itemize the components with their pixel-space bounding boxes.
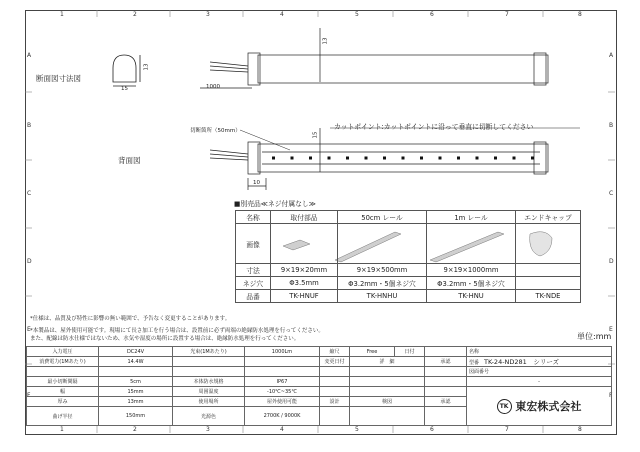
led-chip (365, 157, 368, 160)
side-view-strip (200, 28, 548, 88)
blank-cell (350, 377, 425, 387)
cell (516, 264, 581, 277)
column-number: 3 (206, 426, 210, 433)
row-label: 品番 (236, 290, 271, 303)
led-chip-row (272, 157, 534, 160)
column-number: 2 (133, 426, 137, 433)
column-number: 7 (505, 11, 509, 18)
spec-value: 15mm (99, 387, 173, 397)
header-endcap: エンドキャップ (516, 211, 581, 224)
spec-label: 入力電圧 (27, 347, 99, 357)
image-cell (338, 224, 427, 264)
spec-label: 本体防水規格 (173, 377, 245, 387)
column-number: 4 (280, 11, 284, 18)
note-1: *仕様は、品質及び特性に影響の無い範囲で、予告なく変更することがあります。 (30, 316, 231, 322)
cell: TK-HNUF (271, 290, 338, 303)
blank-cell (425, 387, 467, 397)
header-rail-50: 50cm レール (338, 211, 427, 224)
blank-cell (425, 367, 467, 377)
blank-cell (350, 387, 425, 397)
row-letter: A (609, 52, 614, 59)
spec-label: 光源色 (173, 407, 245, 426)
accessories-table (235, 210, 581, 303)
date-label: 日付 (395, 347, 425, 357)
column-number: 6 (430, 11, 434, 18)
blank-cell (320, 377, 350, 387)
approve-label: 承認 (425, 397, 467, 407)
column-number: 4 (280, 426, 284, 433)
drawing-no-value: - (467, 377, 612, 387)
column-number: 2 (133, 11, 137, 18)
cell: TK-HNHU (338, 290, 427, 303)
spec-value: 150mm (99, 407, 173, 426)
row-letter: F (609, 392, 613, 399)
led-chip (420, 157, 423, 160)
led-chip (531, 157, 534, 160)
led-chip (513, 157, 516, 160)
company-name: 東宏株式会社 (515, 399, 582, 413)
cell: 9×19×500mm (338, 264, 427, 277)
spec-value: -10℃~35℃ (245, 387, 320, 397)
spec-value: IP67 (245, 377, 320, 387)
note-2: *本製品は、屋外使用可能です。現場にて長さ加工を行う場合は、設置前に必ず両端の絶縁防水処理を行ってください。 (30, 328, 324, 334)
column-number: 3 (206, 11, 210, 18)
led-chip (383, 157, 386, 160)
name-label: 名称 (467, 347, 612, 357)
date-value (425, 347, 467, 357)
row-letter: D (27, 258, 32, 265)
dim-10: 10 (253, 180, 260, 186)
column-number: 8 (578, 426, 582, 433)
model-value: TK-24-ND281 シリーズ (484, 358, 559, 366)
dim-15: 15 (312, 131, 319, 139)
design-label: 設計 (320, 397, 350, 407)
row-letter: E (609, 326, 613, 333)
spec-value: 屋外使用可能 (245, 397, 320, 407)
column-number: 5 (355, 11, 359, 18)
column-number: 1 (60, 426, 64, 433)
blank-cell (425, 377, 467, 387)
image-cell (271, 224, 338, 264)
blank-cell (27, 367, 99, 377)
cross-section-profile (113, 55, 140, 86)
spec-value: 1000Lm (245, 347, 320, 357)
led-chip (309, 157, 312, 160)
image-cell (427, 224, 516, 264)
company-cell (467, 387, 612, 426)
back-view-label: 背面図 (118, 156, 141, 165)
led-chip (346, 157, 349, 160)
cell: Φ3.2mm・5個ネジ穴 (338, 277, 427, 290)
column-number: 6 (430, 426, 434, 433)
led-chip (476, 157, 479, 160)
company-logo: TK (497, 399, 512, 414)
blank-cell (350, 367, 425, 377)
led-chip (494, 157, 497, 160)
approval-label: 承認 (425, 357, 467, 367)
led-chip (457, 157, 460, 160)
spec-label: 光束(1Mあたり) (173, 347, 245, 357)
column-number: 1 (60, 11, 64, 18)
row-letter: C (27, 190, 32, 197)
drawing-no-label: 図面番号 (467, 367, 612, 377)
dim-length: 1000 (206, 84, 220, 90)
led-chip (272, 157, 275, 160)
cell (516, 277, 581, 290)
row-letter: D (609, 258, 614, 265)
dim-width: 15 (121, 86, 128, 92)
spec-value (245, 357, 320, 367)
change-date-label: 変更日付 (320, 357, 350, 367)
row-letter: A (27, 52, 32, 59)
model-cell (467, 357, 612, 367)
cell: 9×19×1000mm (427, 264, 516, 277)
dim-height: 13 (143, 63, 150, 71)
signature-cell (350, 407, 425, 426)
spec-label: 厚み (27, 397, 99, 407)
cell: Φ3.2mm・5個ネジ穴 (427, 277, 516, 290)
row-letter: C (609, 190, 614, 197)
led-chip (439, 157, 442, 160)
spec-label: 幅 (27, 387, 99, 397)
title-block (26, 346, 612, 426)
led-chip (291, 157, 294, 160)
spec-value: 13mm (99, 397, 173, 407)
top-dim: 13 (322, 37, 329, 45)
header-rail-1m: 1m レール (427, 211, 516, 224)
spec-label: 最小切断間隔 (27, 377, 99, 387)
section-view-label: 断面図寸法図 (36, 74, 81, 83)
cut-point-note: カットポイント:カットポイントに沿って垂直に切断してください (334, 123, 534, 131)
blank-cell (320, 387, 350, 397)
row-label: ネジ穴 (236, 277, 271, 290)
image-cell (516, 224, 581, 264)
spec-label (173, 357, 245, 367)
back-view-strip (210, 128, 580, 190)
row-letter: B (609, 122, 614, 129)
spec-label: 使用場所 (173, 397, 245, 407)
cell: Φ3.5mm (271, 277, 338, 290)
model-label: 型番 (469, 360, 480, 366)
blank-cell (320, 367, 350, 377)
column-number: 7 (505, 426, 509, 433)
led-chip (328, 157, 331, 160)
scale-label: 縮尺 (320, 347, 350, 357)
led-chip (402, 157, 405, 160)
unit-label: 単位:mm (577, 332, 612, 341)
note-3: また、配線は防水仕様ではないため、水気や湿度の場所に設置する場合は、絶縁防水処理を行ってください。 (30, 336, 300, 342)
cut-label: 切断箇所（50mm） (190, 128, 241, 134)
spec-label: 曲げ半径 (27, 407, 99, 426)
header-name: 名称 (236, 211, 271, 224)
column-number: 8 (578, 11, 582, 18)
row-label: 寸法 (236, 264, 271, 277)
check-label: 検図 (350, 397, 425, 407)
signature-cell (320, 407, 350, 426)
spec-value: 14.4W (99, 357, 173, 367)
signature-cell (425, 407, 467, 426)
scale-value: Free (350, 347, 395, 357)
cell: 9×19×20mm (271, 264, 338, 277)
detail-label: 詳 細 (350, 357, 425, 367)
blank-cell (173, 367, 245, 377)
row-letter: E (27, 326, 31, 333)
cell: TK-NDE (516, 290, 581, 303)
spec-value: DC24V (99, 347, 173, 357)
spec-label: 消費電力(1Mあたり) (27, 357, 99, 367)
blank-cell (99, 367, 173, 377)
spec-value: 2700K / 9000K (245, 407, 320, 426)
column-number: 5 (355, 426, 359, 433)
row-letter: F (27, 392, 31, 399)
row-letter: B (27, 122, 32, 129)
blank-cell (245, 367, 320, 377)
cell: TK-HNU (427, 290, 516, 303)
image-row-label: 画像 (236, 224, 271, 264)
spec-value: 5cm (99, 377, 173, 387)
accessories-title: ■別売品≪ネジ付属なし≫ (234, 200, 316, 208)
spec-label: 周囲温度 (173, 387, 245, 397)
header-mount: 取付部品 (271, 211, 338, 224)
